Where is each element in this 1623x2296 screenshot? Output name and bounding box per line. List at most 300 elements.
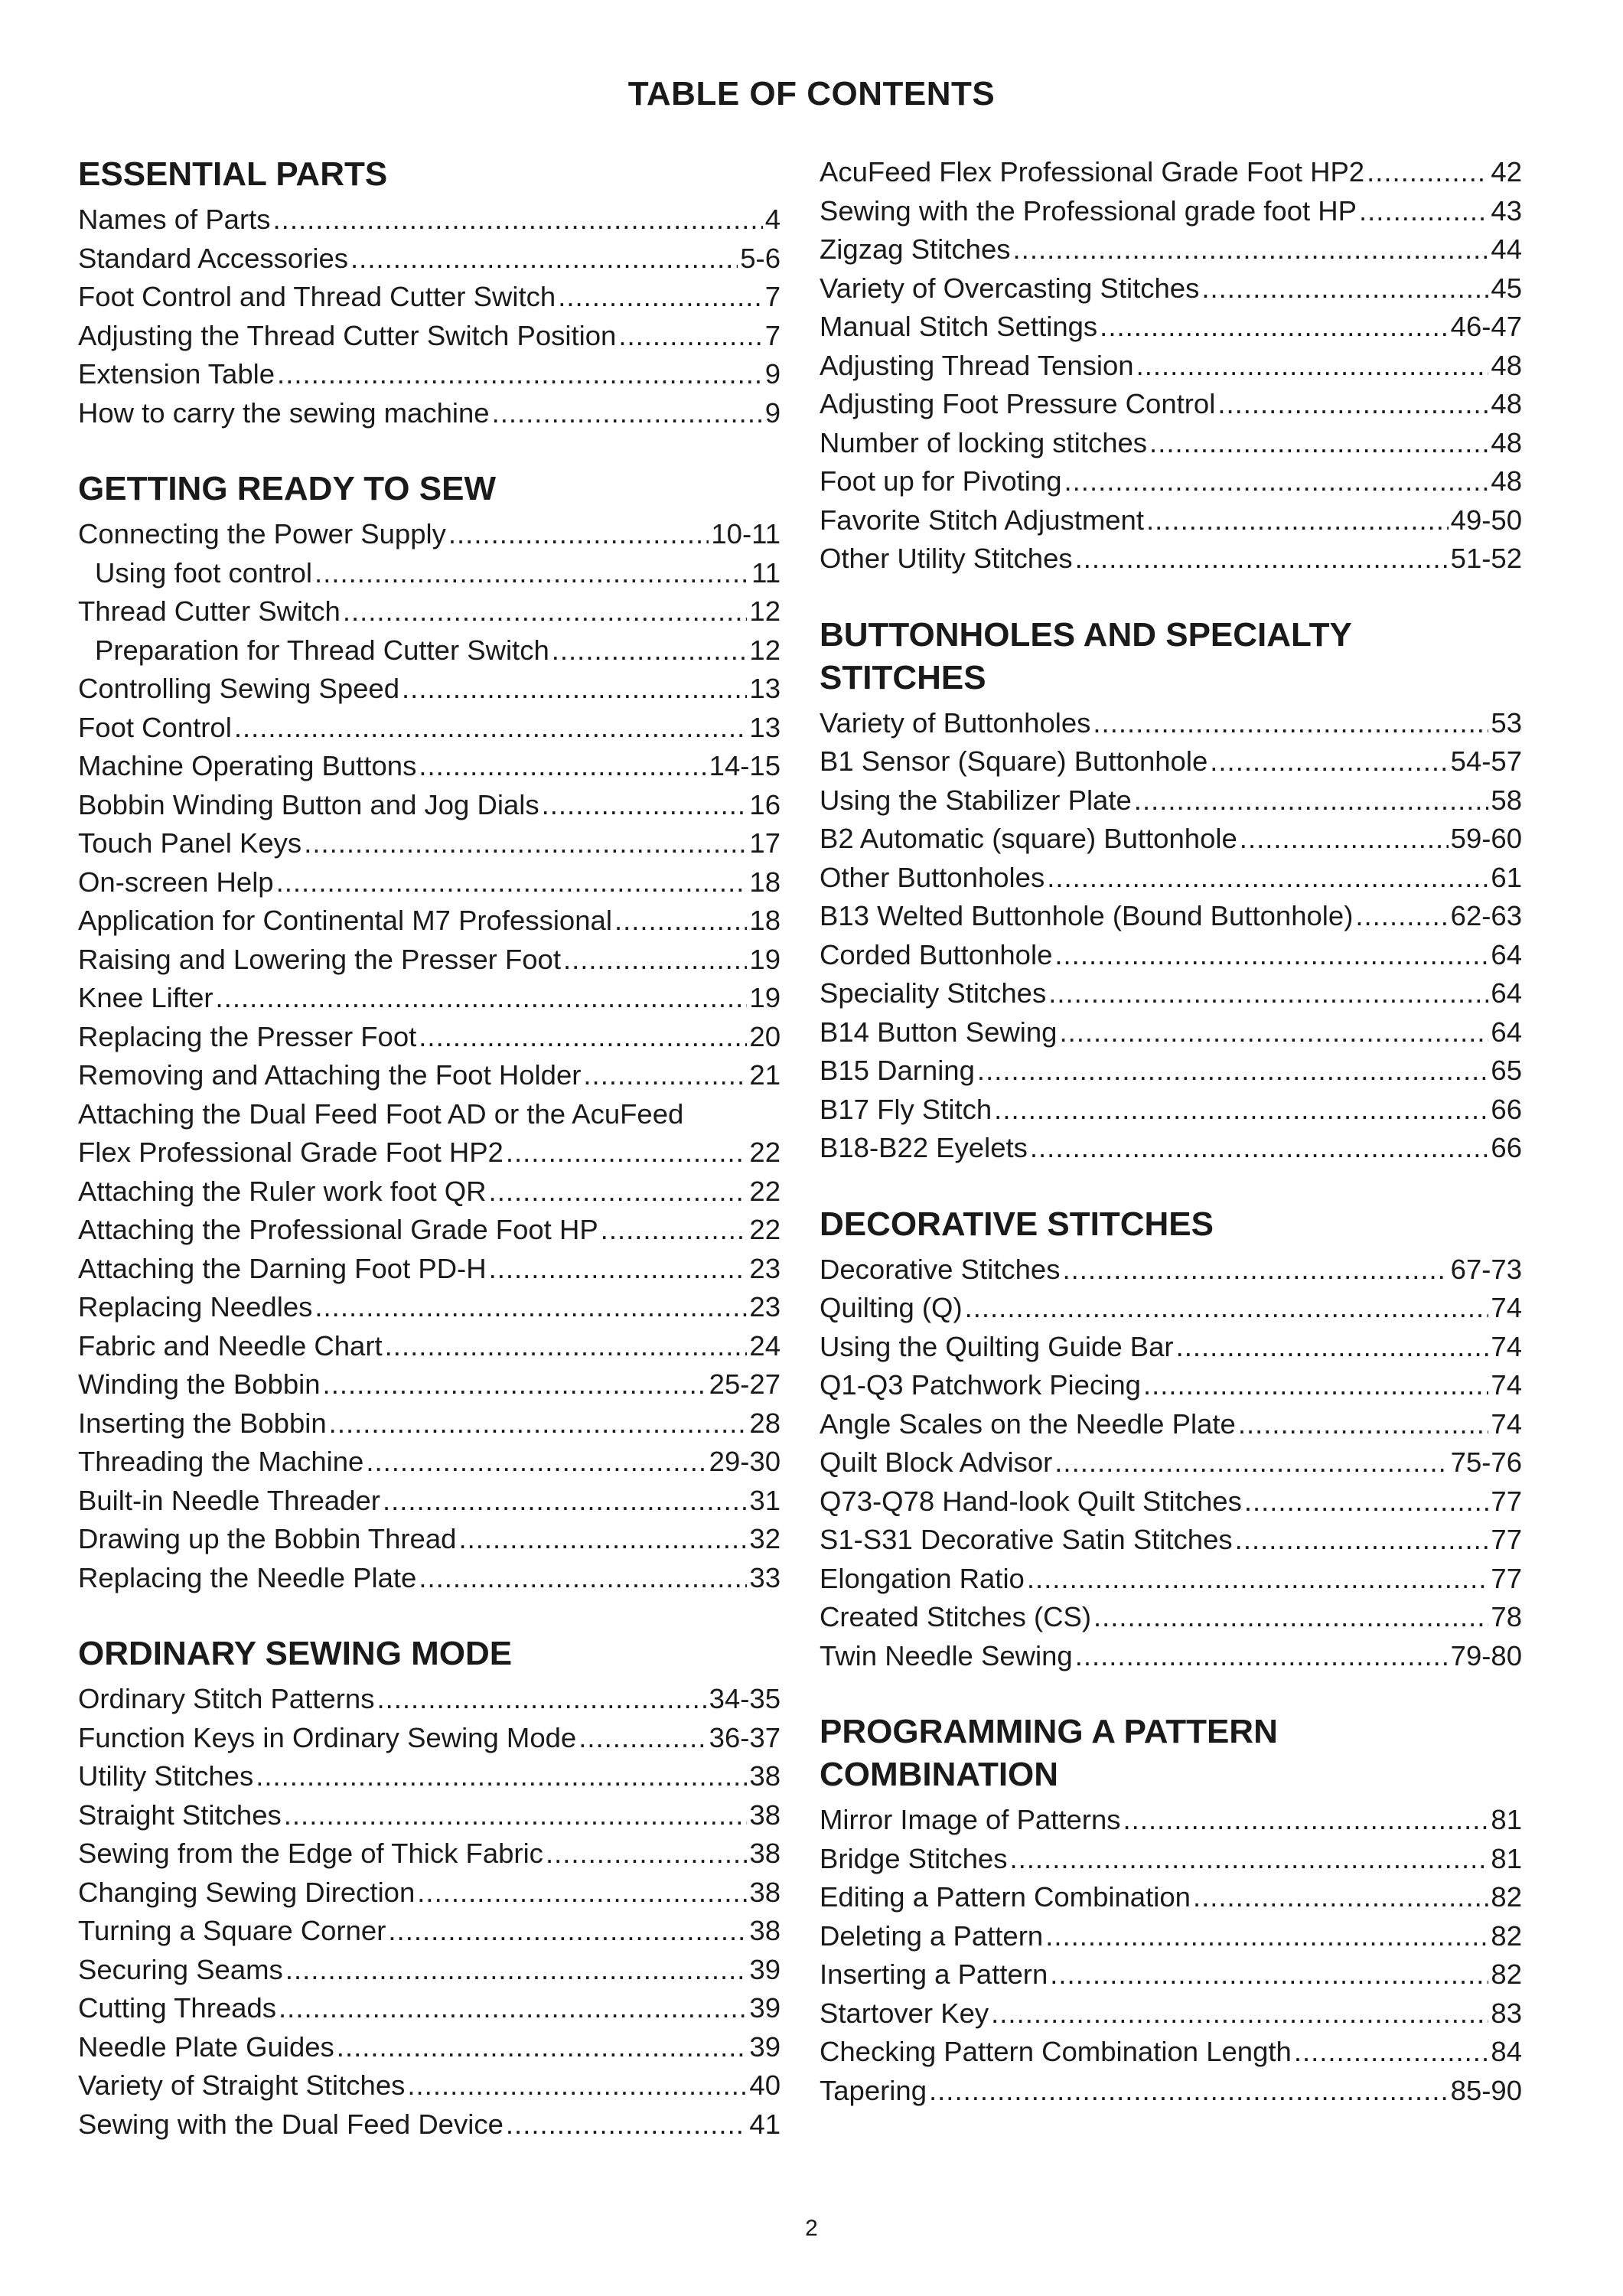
toc-entry[interactable] [820, 1994, 1522, 2033]
toc-entry[interactable] [78, 1365, 781, 1404]
toc-entry[interactable] [78, 1835, 781, 1874]
toc-entry[interactable] [78, 1680, 781, 1719]
toc-entry[interactable] [820, 501, 1522, 540]
dot-leader [1030, 1129, 1489, 1168]
toc-entry-title: Using the Stabilizer Plate [820, 784, 1132, 816]
toc-entry-page: 19 [749, 982, 781, 1013]
toc-entry-page: 39 [749, 2030, 781, 2063]
toc-entry-page: 41 [749, 2108, 781, 2140]
toc-entry-title: Thread Cutter Switch [78, 595, 341, 627]
toc-entry-page: 9 [764, 358, 781, 390]
dot-leader [323, 1365, 707, 1404]
toc-entry[interactable] [78, 2066, 781, 2105]
toc-entry[interactable] [78, 1133, 781, 1172]
toc-entry-page: 82 [1491, 1919, 1522, 1952]
toc-entry[interactable] [820, 936, 1522, 975]
toc-entry-page: 48 [1491, 465, 1522, 497]
dot-leader [256, 1757, 747, 1796]
toc-entry-title: Knee Lifter [78, 982, 213, 1013]
dot-leader [1064, 462, 1489, 501]
dot-leader [385, 1327, 748, 1366]
toc-entry-page: 78 [1491, 1601, 1522, 1632]
section-heading: PROGRAMMING A PATTERN COMBINATION [820, 1713, 1278, 1793]
toc-entry-title: Decorative Stitches [820, 1253, 1061, 1285]
toc-entry[interactable] [78, 1520, 781, 1559]
toc-entry-page: 40 [749, 2069, 781, 2101]
toc-entry[interactable] [78, 631, 781, 670]
toc-entry-page: 16 [749, 788, 781, 820]
dot-leader [1367, 153, 1488, 192]
toc-entry-page: 44 [1491, 233, 1522, 265]
toc-entry[interactable] [78, 592, 781, 631]
toc-entry[interactable] [78, 863, 781, 902]
toc-entry-page: 7 [764, 281, 781, 312]
toc-entry[interactable] [820, 1801, 1522, 1840]
toc-entry-title: Variety of Buttonholes [820, 706, 1091, 739]
toc-entry-page: 33 [749, 1561, 781, 1593]
toc-entry-title: Elongation Ratio [820, 1562, 1025, 1594]
toc-entry[interactable] [820, 1129, 1522, 1168]
dot-leader [1123, 1801, 1489, 1840]
toc-entry-page: 36-37 [709, 1721, 781, 1753]
toc-entry-page: 64 [1491, 1016, 1522, 1048]
dot-leader [1047, 859, 1488, 898]
toc-entry-title: Changing Sewing Direction [78, 1876, 416, 1908]
toc-entry-title: Using the Quilting Guide Bar [820, 1330, 1174, 1362]
dot-leader [402, 670, 747, 709]
dot-leader [350, 240, 738, 279]
dot-leader [388, 1912, 747, 1951]
toc-entry[interactable] [820, 974, 1522, 1013]
dot-leader [506, 2105, 747, 2144]
toc-entry-title: Inserting the Bobbin [78, 1407, 327, 1439]
toc-entry[interactable] [820, 1482, 1522, 1521]
toc-entry-page: 38 [749, 1760, 781, 1792]
toc-entry[interactable] [78, 1211, 781, 1250]
toc-entry[interactable] [78, 1482, 781, 1521]
toc-entry[interactable] [78, 1288, 781, 1327]
toc-entry-page: 82 [1491, 1881, 1522, 1913]
toc-entry[interactable] [78, 824, 781, 863]
dot-leader [1100, 308, 1448, 347]
toc-entry[interactable] [78, 355, 781, 394]
toc-entry[interactable] [820, 897, 1522, 936]
toc-entry-page: 74 [1491, 1369, 1522, 1401]
toc-entry-title: Zigzag Stitches [820, 233, 1011, 265]
dot-leader [614, 902, 747, 941]
dot-leader [1143, 1366, 1488, 1405]
toc-entry[interactable] [820, 462, 1522, 501]
dot-leader [337, 2028, 748, 2067]
toc-entry-page: 23 [749, 1252, 781, 1284]
section-heading: GETTING READY TO SEW [78, 470, 496, 507]
toc-entry[interactable] [78, 1719, 781, 1758]
toc-section-decorative-stitches [820, 1203, 1522, 1676]
toc-entry[interactable] [820, 1560, 1522, 1599]
toc-entry[interactable] [78, 317, 781, 356]
toc-entry-title: Variety of Straight Stitches [78, 2069, 406, 2101]
toc-entry[interactable] [820, 347, 1522, 386]
toc-entry-title: AcuFeed Flex Professional Grade Foot HP2 [820, 156, 1365, 188]
toc-entry-title: Fabric and Needle Chart [78, 1329, 383, 1362]
toc-entry-title: Inserting a Pattern [820, 1958, 1048, 1990]
toc-entry-title: Startover Key [820, 1997, 989, 2029]
page-title: TABLE OF CONTENTS [627, 75, 996, 113]
toc-entry[interactable] [78, 709, 781, 748]
dot-leader [965, 1289, 1489, 1328]
dot-leader [376, 1680, 706, 1719]
toc-section-buttonholes-and-specialty-stitches [820, 614, 1522, 1168]
toc-entry-page: 10-11 [711, 518, 781, 550]
toc-entry[interactable] [78, 902, 781, 941]
dot-leader [314, 554, 749, 593]
toc-entry-page: 20 [749, 1020, 781, 1052]
toc-right-column [820, 153, 1522, 2145]
toc-entry-page: 23 [749, 1291, 781, 1322]
toc-entry-title: Other Utility Stitches [820, 543, 1073, 574]
toc-entry-page: 4 [764, 204, 781, 235]
toc-entry[interactable] [820, 1289, 1522, 1328]
toc-entry-title: Standard Accessories [78, 242, 349, 274]
toc-entry-page: 24 [749, 1329, 781, 1362]
dot-leader [601, 1211, 748, 1250]
toc-entry-title: Manual Stitch Settings [820, 311, 1098, 342]
toc-entry-title: Turning a Square Corner [78, 1915, 386, 1946]
toc-entry-title: Editing a Pattern Combination [820, 1881, 1191, 1913]
toc-entry-page: 11 [751, 556, 781, 589]
toc-entry-title: Favorite Stitch Adjustment [820, 504, 1144, 536]
dot-leader [1013, 230, 1489, 269]
toc-entry-page: 39 [749, 1992, 781, 2024]
toc-entry[interactable] [820, 704, 1522, 743]
dot-leader [1176, 1328, 1489, 1367]
toc-entry-title: Replacing Needles [78, 1291, 313, 1322]
toc-entry-title: Corded Buttonhole [820, 938, 1053, 970]
toc-entry-page: 83 [1491, 1997, 1522, 2029]
toc-entry-page: 18 [749, 905, 781, 936]
toc-entry-page: 5-6 [740, 242, 781, 274]
dot-leader [578, 1719, 706, 1758]
toc-entry-title: Tapering [820, 2074, 927, 2106]
toc-entry[interactable] [820, 1328, 1522, 1367]
toc-entry-title: Variety of Overcasting Stitches [820, 272, 1200, 304]
dot-leader [1009, 1840, 1488, 1879]
toc-entry-title: On-screen Help [78, 866, 274, 898]
toc-entry-title: Adjusting Foot Pressure Control [820, 388, 1216, 419]
dot-leader [563, 941, 747, 980]
toc-entry[interactable] [78, 941, 781, 980]
toc-entry[interactable] [820, 385, 1522, 424]
toc-entry[interactable] [820, 2033, 1522, 2072]
toc-section-programming-a-pattern-combination [820, 1711, 1522, 2110]
toc-entry[interactable] [78, 1874, 781, 1913]
dot-leader [1235, 1521, 1489, 1560]
toc-entry-title: S1-S31 Decorative Satin Stitches [820, 1524, 1233, 1555]
toc-entry-title: Sewing from the Edge of Thick Fabric [78, 1838, 543, 1869]
toc-entry[interactable] [820, 1366, 1522, 1405]
dot-leader [314, 1288, 747, 1327]
toc-entry-page: 42 [1491, 156, 1522, 188]
toc-entry-title: B2 Automatic (square) Buttonhole [820, 823, 1237, 854]
toc-entry-page: 66 [1491, 1132, 1522, 1163]
toc-entry[interactable] [820, 859, 1522, 898]
dot-leader [1050, 1955, 1488, 1994]
toc-entry-title: Cutting Threads [78, 1992, 277, 2024]
toc-entry-page: 59-60 [1450, 823, 1522, 854]
toc-entry-page: 22 [749, 1214, 781, 1245]
toc-entry[interactable] [78, 2105, 781, 2144]
toc-entry-page: 7 [764, 319, 781, 351]
dot-leader [448, 515, 709, 554]
toc-entry[interactable] [78, 201, 781, 240]
dot-leader [407, 2066, 747, 2105]
toc-entry-page: 49-50 [1450, 504, 1522, 536]
toc-entry[interactable] [78, 747, 781, 786]
toc-entry-page: 65 [1491, 1055, 1522, 1086]
toc-entry-page: 32 [749, 1523, 781, 1554]
toc-entry[interactable] [820, 820, 1522, 859]
dot-leader [458, 1520, 747, 1559]
dot-leader [276, 863, 748, 902]
dot-leader [991, 1994, 1488, 2033]
toc-entry[interactable] [820, 1052, 1522, 1091]
toc-entry[interactable] [78, 554, 781, 593]
toc-entry[interactable] [820, 2072, 1522, 2111]
dot-leader [419, 1559, 747, 1598]
dot-leader [284, 1796, 748, 1835]
toc-entry[interactable] [820, 1878, 1522, 1917]
dot-leader [1054, 1443, 1448, 1482]
toc-entry-page: 28 [749, 1407, 781, 1439]
toc-entry-page: 12 [749, 595, 781, 627]
dot-leader [366, 1443, 706, 1482]
dot-leader [329, 1404, 748, 1443]
toc-entry[interactable] [820, 153, 1522, 192]
toc-entry-title: Created Stitches (CS) [820, 1601, 1091, 1632]
toc-entry-page: 38 [749, 1799, 781, 1831]
toc-entry-page: 31 [749, 1484, 781, 1516]
toc-entry[interactable] [820, 1598, 1522, 1637]
toc-entry[interactable] [78, 2028, 781, 2067]
dot-leader [1134, 781, 1489, 820]
toc-entry[interactable] [820, 540, 1522, 579]
dot-leader [417, 1874, 747, 1913]
dot-leader [1146, 501, 1449, 540]
toc-section-getting-ready-to-sew [78, 468, 781, 1597]
dot-leader [929, 2072, 1449, 2111]
toc-entry-title: Preparation for Thread Cutter Switch [95, 634, 549, 666]
toc-entry[interactable] [78, 240, 781, 279]
toc-entry-page: 25-27 [709, 1368, 781, 1400]
toc-entry-title: Needle Plate Guides [78, 2030, 334, 2063]
toc-entry-title: Ordinary Stitch Patterns [78, 1683, 375, 1714]
toc-entry-title: B14 Button Sewing [820, 1016, 1058, 1048]
toc-entry[interactable] [78, 1951, 781, 1990]
toc-entry[interactable] [78, 278, 781, 317]
toc-entry[interactable] [820, 781, 1522, 820]
toc-entry[interactable] [78, 1404, 781, 1443]
toc-entry-page: 85-90 [1450, 2074, 1522, 2106]
toc-entry[interactable] [78, 979, 781, 1018]
dot-leader [216, 979, 748, 1018]
toc-entry-page: 22 [749, 1137, 781, 1168]
dot-leader [1093, 704, 1488, 743]
toc-entry-title: Attaching the Dual Feed Foot AD or the AcuFeed [78, 1097, 684, 1130]
toc-entry-page: 21 [749, 1059, 781, 1091]
toc-entry-title: Threading the Machine [78, 1446, 364, 1477]
dot-leader [1075, 540, 1449, 579]
toc-entry-page: 48 [1491, 388, 1522, 419]
dot-leader [558, 278, 762, 317]
dot-leader [1062, 1251, 1448, 1290]
toc-entry[interactable] [820, 742, 1522, 781]
toc-entry-page: 64 [1491, 977, 1522, 1009]
toc-entry[interactable] [820, 192, 1522, 231]
toc-entry-page: 82 [1491, 1958, 1522, 1990]
dot-leader [1075, 1637, 1449, 1676]
toc-entry[interactable] [820, 1840, 1522, 1879]
dot-leader [1238, 1405, 1489, 1444]
toc-entry-title: B1 Sensor (Square) Buttonhole [820, 745, 1208, 777]
toc-entry[interactable] [78, 670, 781, 709]
toc-entry-page: 62-63 [1450, 900, 1522, 931]
toc-entry[interactable] [78, 1989, 781, 2028]
dot-leader [1217, 385, 1488, 424]
toc-entry-page: 34-35 [709, 1683, 781, 1714]
toc-entry[interactable] [78, 1757, 781, 1796]
toc-entry-title: Deleting a Pattern [820, 1919, 1044, 1952]
dot-leader [492, 394, 763, 433]
toc-entry[interactable] [78, 1095, 781, 1134]
toc-entry-title: Q1-Q3 Patchwork Piecing [820, 1369, 1141, 1401]
toc-entry-page: 38 [749, 1876, 781, 1908]
toc-entry-page: 18 [749, 866, 781, 898]
toc-entry[interactable] [820, 308, 1522, 347]
dot-leader [279, 1989, 747, 2028]
toc-entry-title: Replacing the Presser Foot [78, 1020, 417, 1052]
toc-entry-title: Drawing up the Bobbin Thread [78, 1523, 457, 1554]
dot-leader [1093, 1598, 1488, 1637]
toc-entry-title: Attaching the Ruler work foot QR [78, 1175, 487, 1207]
toc-entry-title: Using foot control [95, 556, 313, 589]
toc-entry[interactable] [820, 230, 1522, 269]
toc-entry-title: Number of locking stitches [820, 426, 1148, 458]
toc-section-essential-parts [78, 153, 781, 432]
dot-leader [285, 1951, 748, 1990]
dot-leader [1059, 1013, 1488, 1052]
toc-entry-page: 14-15 [709, 750, 781, 781]
toc-entry-title: Controlling Sewing Speed [78, 673, 400, 704]
toc-entry[interactable] [78, 1327, 781, 1366]
dot-leader [977, 1052, 1488, 1091]
toc-entry-page: 48 [1491, 349, 1522, 381]
toc-entry[interactable] [820, 1917, 1522, 1956]
toc-entry[interactable] [78, 1559, 781, 1598]
toc-entry[interactable] [78, 515, 781, 554]
toc-entry[interactable] [820, 1013, 1522, 1052]
toc-entry-page: 81 [1491, 1842, 1522, 1874]
toc-entry[interactable] [820, 1405, 1522, 1444]
toc-entry-page: 54-57 [1450, 745, 1522, 777]
dot-leader [1244, 1482, 1489, 1521]
toc-entry[interactable] [820, 1521, 1522, 1560]
toc-entry[interactable] [820, 1251, 1522, 1290]
toc-entry[interactable] [820, 1443, 1522, 1482]
toc-entry-title: Extension Table [78, 358, 275, 390]
toc-entry-page: 38 [749, 1838, 781, 1869]
dot-leader [546, 1835, 747, 1874]
toc-entry-page: 48 [1491, 426, 1522, 458]
toc-entry-title: Raising and Lowering the Presser Foot [78, 943, 561, 975]
toc-entry-title: Winding the Bobbin [78, 1368, 321, 1400]
dot-leader [618, 317, 762, 356]
toc-entry[interactable] [78, 1172, 781, 1212]
toc-entry-title: B18-B22 Eyelets [820, 1132, 1028, 1163]
toc-entry-title: Attaching the Darning Foot PD-H [78, 1252, 487, 1284]
toc-entry[interactable] [78, 394, 781, 433]
toc-entry-title: Straight Stitches [78, 1799, 282, 1831]
dot-leader [273, 201, 763, 240]
toc-entry[interactable] [820, 1091, 1522, 1130]
dot-leader [1045, 1917, 1488, 1956]
toc-entry-page: 43 [1491, 194, 1522, 227]
toc-entry[interactable] [78, 786, 781, 825]
toc-entry-page: 19 [749, 943, 781, 975]
toc-entry-title: Utility Stitches [78, 1760, 254, 1792]
dot-leader [583, 1056, 747, 1095]
dot-leader [1048, 974, 1488, 1013]
dot-leader [542, 786, 748, 825]
toc-entry-title: Securing Seams [78, 1953, 283, 1985]
toc-entry[interactable] [78, 1250, 781, 1289]
toc-entry-title: B15 Darning [820, 1055, 975, 1086]
dot-leader [1054, 936, 1488, 975]
toc-entry[interactable] [820, 1955, 1522, 1994]
toc-entry-page: 29-30 [709, 1446, 781, 1477]
toc-entry-page: 74 [1491, 1407, 1522, 1440]
toc-entry[interactable] [820, 1637, 1522, 1676]
toc-entry-title: Replacing the Needle Plate [78, 1561, 417, 1593]
toc-entry-page: 66 [1491, 1093, 1522, 1125]
toc-entry-page: 46-47 [1450, 311, 1522, 342]
toc-entry-title: Flex Professional Grade Foot HP2 [78, 1137, 504, 1168]
toc-entry[interactable] [820, 424, 1522, 463]
dot-leader [1294, 2033, 1489, 2072]
dot-leader [383, 1482, 747, 1521]
dot-leader [343, 592, 748, 631]
toc-entry[interactable] [78, 1443, 781, 1482]
toc-section-continued [820, 153, 1522, 579]
toc-entry-title: Foot Control and Thread Cutter Switch [78, 281, 556, 312]
toc-entry[interactable] [78, 1912, 781, 1951]
toc-entry[interactable] [78, 1796, 781, 1835]
toc-entry-title: Quilting (Q) [820, 1292, 963, 1323]
toc-left-column [78, 153, 781, 2179]
dot-leader [552, 631, 748, 670]
toc-entry[interactable] [820, 269, 1522, 308]
toc-entry[interactable] [78, 1018, 781, 1057]
dot-leader [506, 1133, 748, 1172]
dot-leader [1240, 820, 1449, 859]
toc-entry-page: 77 [1491, 1485, 1522, 1517]
dot-leader [994, 1091, 1488, 1130]
toc-entry-title: B13 Welted Buttonhole (Bound Buttonhole) [820, 900, 1354, 931]
toc-entry-title: Removing and Attaching the Foot Holder [78, 1059, 582, 1091]
toc-entry-title: Built-in Needle Threader [78, 1484, 380, 1516]
toc-entry-page: 75-76 [1450, 1446, 1522, 1478]
toc-entry[interactable] [78, 1056, 781, 1095]
toc-entry-title: Angle Scales on the Needle Plate [820, 1407, 1236, 1440]
